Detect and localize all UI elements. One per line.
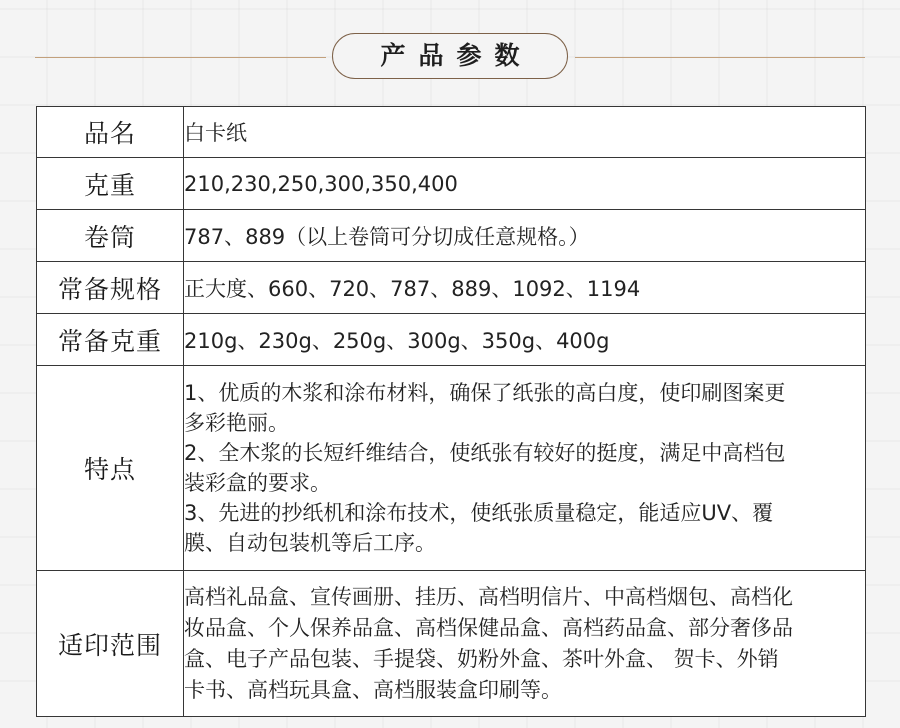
row-label: 常备克重 [37, 314, 184, 366]
table-row-features [37, 366, 866, 571]
feature-line: 3、先进的抄纸机和涂布技术，使纸张质量稳定，能适应UV、覆 [184, 501, 774, 525]
feature-line: 1、优质的木浆和涂布材料，确保了纸张的高白度，使印刷图案更 [184, 381, 786, 405]
row-value: 210g、230g、250g、300g、350g、400g [184, 314, 866, 366]
table-row-standard-weight [37, 314, 866, 366]
row-label: 卷筒 [37, 210, 184, 262]
application-line: 卡书、高档玩具盒、高档服装盒印刷等。 [184, 677, 562, 702]
row-label: 品名 [37, 107, 184, 158]
row-value-applications [184, 571, 866, 717]
feature-line: 2、全木浆的长短纤维结合，使纸张有较好的挺度，满足中高档包 [184, 441, 786, 465]
table-row-weight [37, 158, 866, 210]
feature-line: 装彩盒的要求。 [184, 471, 331, 495]
spec-table [36, 106, 866, 717]
header-divider-left [35, 57, 326, 58]
table-row-name [37, 107, 866, 158]
feature-line: 膜、自动包装机等后工序。 [184, 531, 436, 555]
application-line: 妆品盒、个人保养品盒、高档保健品盒、高档药品盒、部分奢侈品 [184, 615, 793, 640]
table-row-standard-size [37, 262, 866, 314]
row-value: 正大度、660、720、787、889、1092、1194 [184, 262, 866, 314]
application-line: 盒、电子产品包装、手提袋、奶粉外盒、茶叶外盒、 贺卡、外销 [184, 646, 779, 671]
feature-line: 多彩艳丽。 [184, 411, 289, 435]
section-title: 产品参数 [380, 41, 533, 70]
row-label: 特点 [37, 366, 184, 571]
header-divider-right [575, 57, 865, 58]
table-row-roll [37, 210, 866, 262]
row-value: 210,230,250,300,350,400 [184, 158, 866, 210]
section-title-badge [332, 33, 568, 79]
row-value: 白卡纸 [184, 107, 866, 158]
row-label: 克重 [37, 158, 184, 210]
row-label: 适印范围 [37, 571, 184, 717]
application-line: 高档礼品盒、宣传画册、挂历、高档明信片、中高档烟包、高档化 [184, 584, 793, 609]
row-value-features [184, 366, 866, 571]
row-value: 787、889（以上卷筒可分切成任意规格。） [184, 210, 866, 262]
row-label: 常备规格 [37, 262, 184, 314]
table-row-applications [37, 571, 866, 717]
